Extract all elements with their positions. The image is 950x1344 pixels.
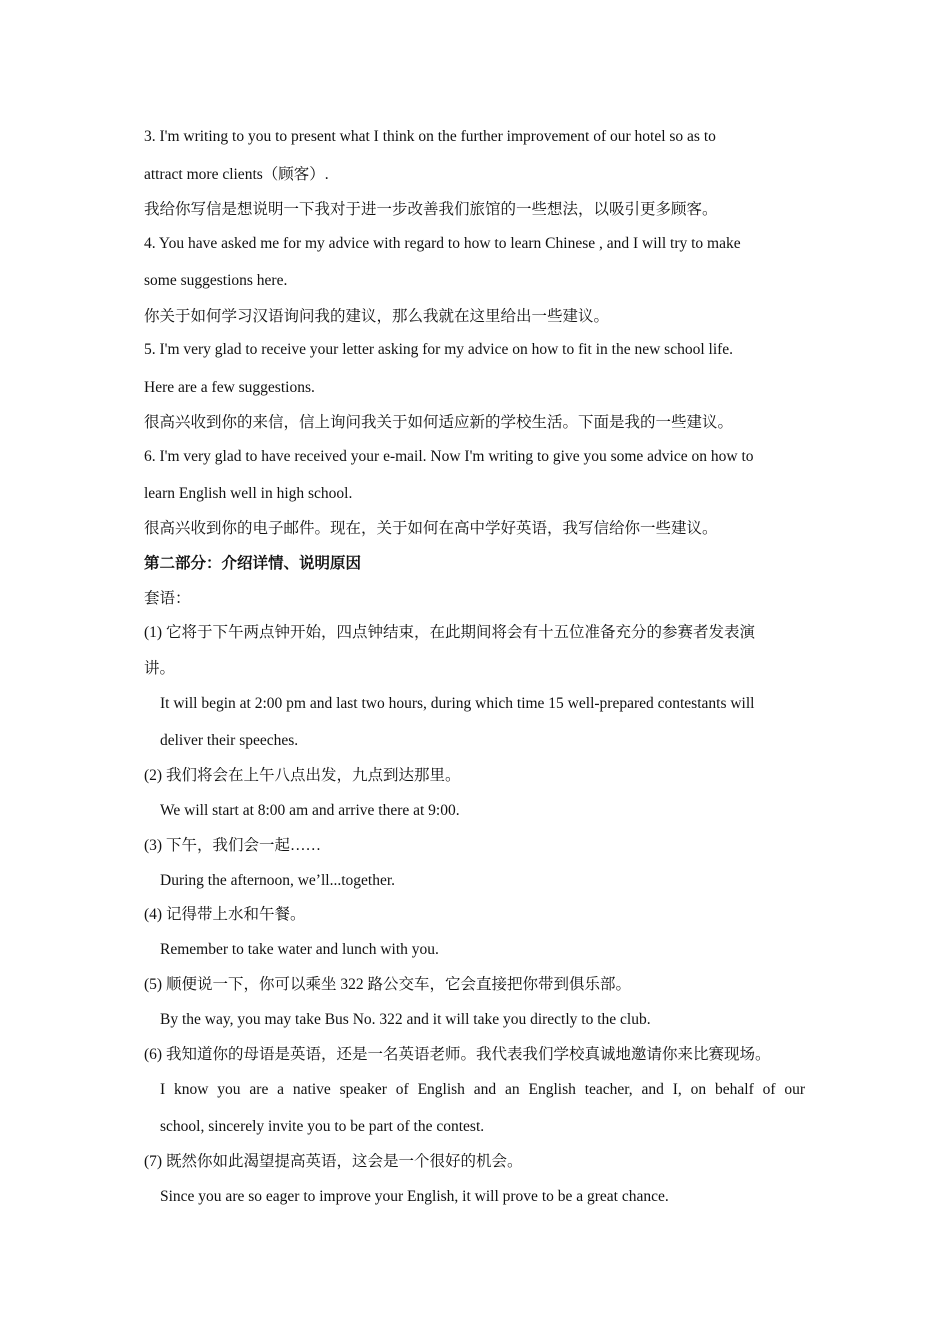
intro-item-6-english-line-1: 6. I'm very glad to have received your e-mail. Now I'm writing to give you some advice on how to (144, 448, 754, 465)
phrase-1-chinese-line-2: 讲。 (144, 660, 176, 677)
phrase-1-english-line-2: deliver their speeches. (160, 732, 299, 749)
phrase-6-chinese: (6) 我知道你的母语是英语，还是一名英语老师。我代表我们学校真诚地邀请你来比赛现场。 (144, 1046, 771, 1063)
intro-item-4-english-line-2: some suggestions here. (144, 272, 288, 289)
intro-item-6-chinese: 很高兴收到你的电子邮件。现在，关于如何在高中学好英语，我写信给你一些建议。 (144, 520, 718, 537)
phrase-1-chinese-line-1: (1) 它将于下午两点钟开始，四点钟结束，在此期间将会有十五位准备充分的参赛者发表演 (144, 624, 755, 641)
phrase-5-english: By the way, you may take Bus No. 322 and it will take you directly to the club. (160, 1011, 651, 1028)
phrase-1-english-line-1: It will begin at 2:00 pm and last two hours, during which time 15 well-prepared contestants will (160, 695, 755, 712)
phrase-6-english-line-1: I know you are a native speaker of English and an English teacher, and I, on behalf of our (160, 1081, 805, 1098)
intro-item-3-chinese: 我给你写信是想说明一下我对于进一步改善我们旅馆的一些想法，以吸引更多顾客。 (144, 201, 718, 218)
section-2-heading: 第二部分：介绍详情、说明原因 (144, 555, 362, 572)
intro-item-5-english-line-2: Here are a few suggestions. (144, 379, 315, 396)
intro-item-3-english-line-2: attract more clients（顾客）. (144, 166, 329, 183)
intro-item-5-english-line-1: 5. I'm very glad to receive your letter asking for my advice on how to fit in the new school life. (144, 341, 734, 358)
section-2-label: 套语： (144, 590, 191, 607)
phrase-7-chinese: (7) 既然你如此渴望提高英语，这会是一个很好的机会。 (144, 1153, 523, 1170)
phrase-5-chinese: (5) 顺便说一下，你可以乘坐 322 路公交车，它会直接把你带到俱乐部。 (144, 976, 631, 993)
phrase-2-chinese: (2) 我们将会在上午八点出发，九点到达那里。 (144, 767, 461, 784)
phrase-4-chinese: (4) 记得带上水和午餐。 (144, 906, 306, 923)
phrase-6-english-line-2: school, sincerely invite you to be part of the contest. (160, 1118, 485, 1135)
phrase-7-english: Since you are so eager to improve your English, it will prove to be a great chance. (160, 1188, 669, 1205)
intro-item-3-english-line-1: 3. I'm writing to you to present what I think on the further improvement of our hotel so as to (144, 128, 716, 145)
phrase-3-english: During the afternoon, we’ll...together. (160, 872, 396, 889)
intro-item-4-chinese: 你关于如何学习汉语询问我的建议，那么我就在这里给出一些建议。 (144, 308, 610, 325)
intro-item-4-english-line-1: 4. You have asked me for my advice with regard to how to learn Chinese , and I will try to make (144, 235, 741, 252)
phrase-4-english: Remember to take water and lunch with you. (160, 941, 439, 958)
intro-item-6-english-line-2: learn English well in high school. (144, 485, 353, 502)
phrase-3-chinese: (3) 下午，我们会一起…… (144, 837, 321, 854)
phrase-2-english: We will start at 8:00 am and arrive there at 9:00. (160, 802, 460, 819)
intro-item-5-chinese: 很高兴收到你的来信，信上询问我关于如何适应新的学校生活。下面是我的一些建议。 (144, 414, 734, 431)
